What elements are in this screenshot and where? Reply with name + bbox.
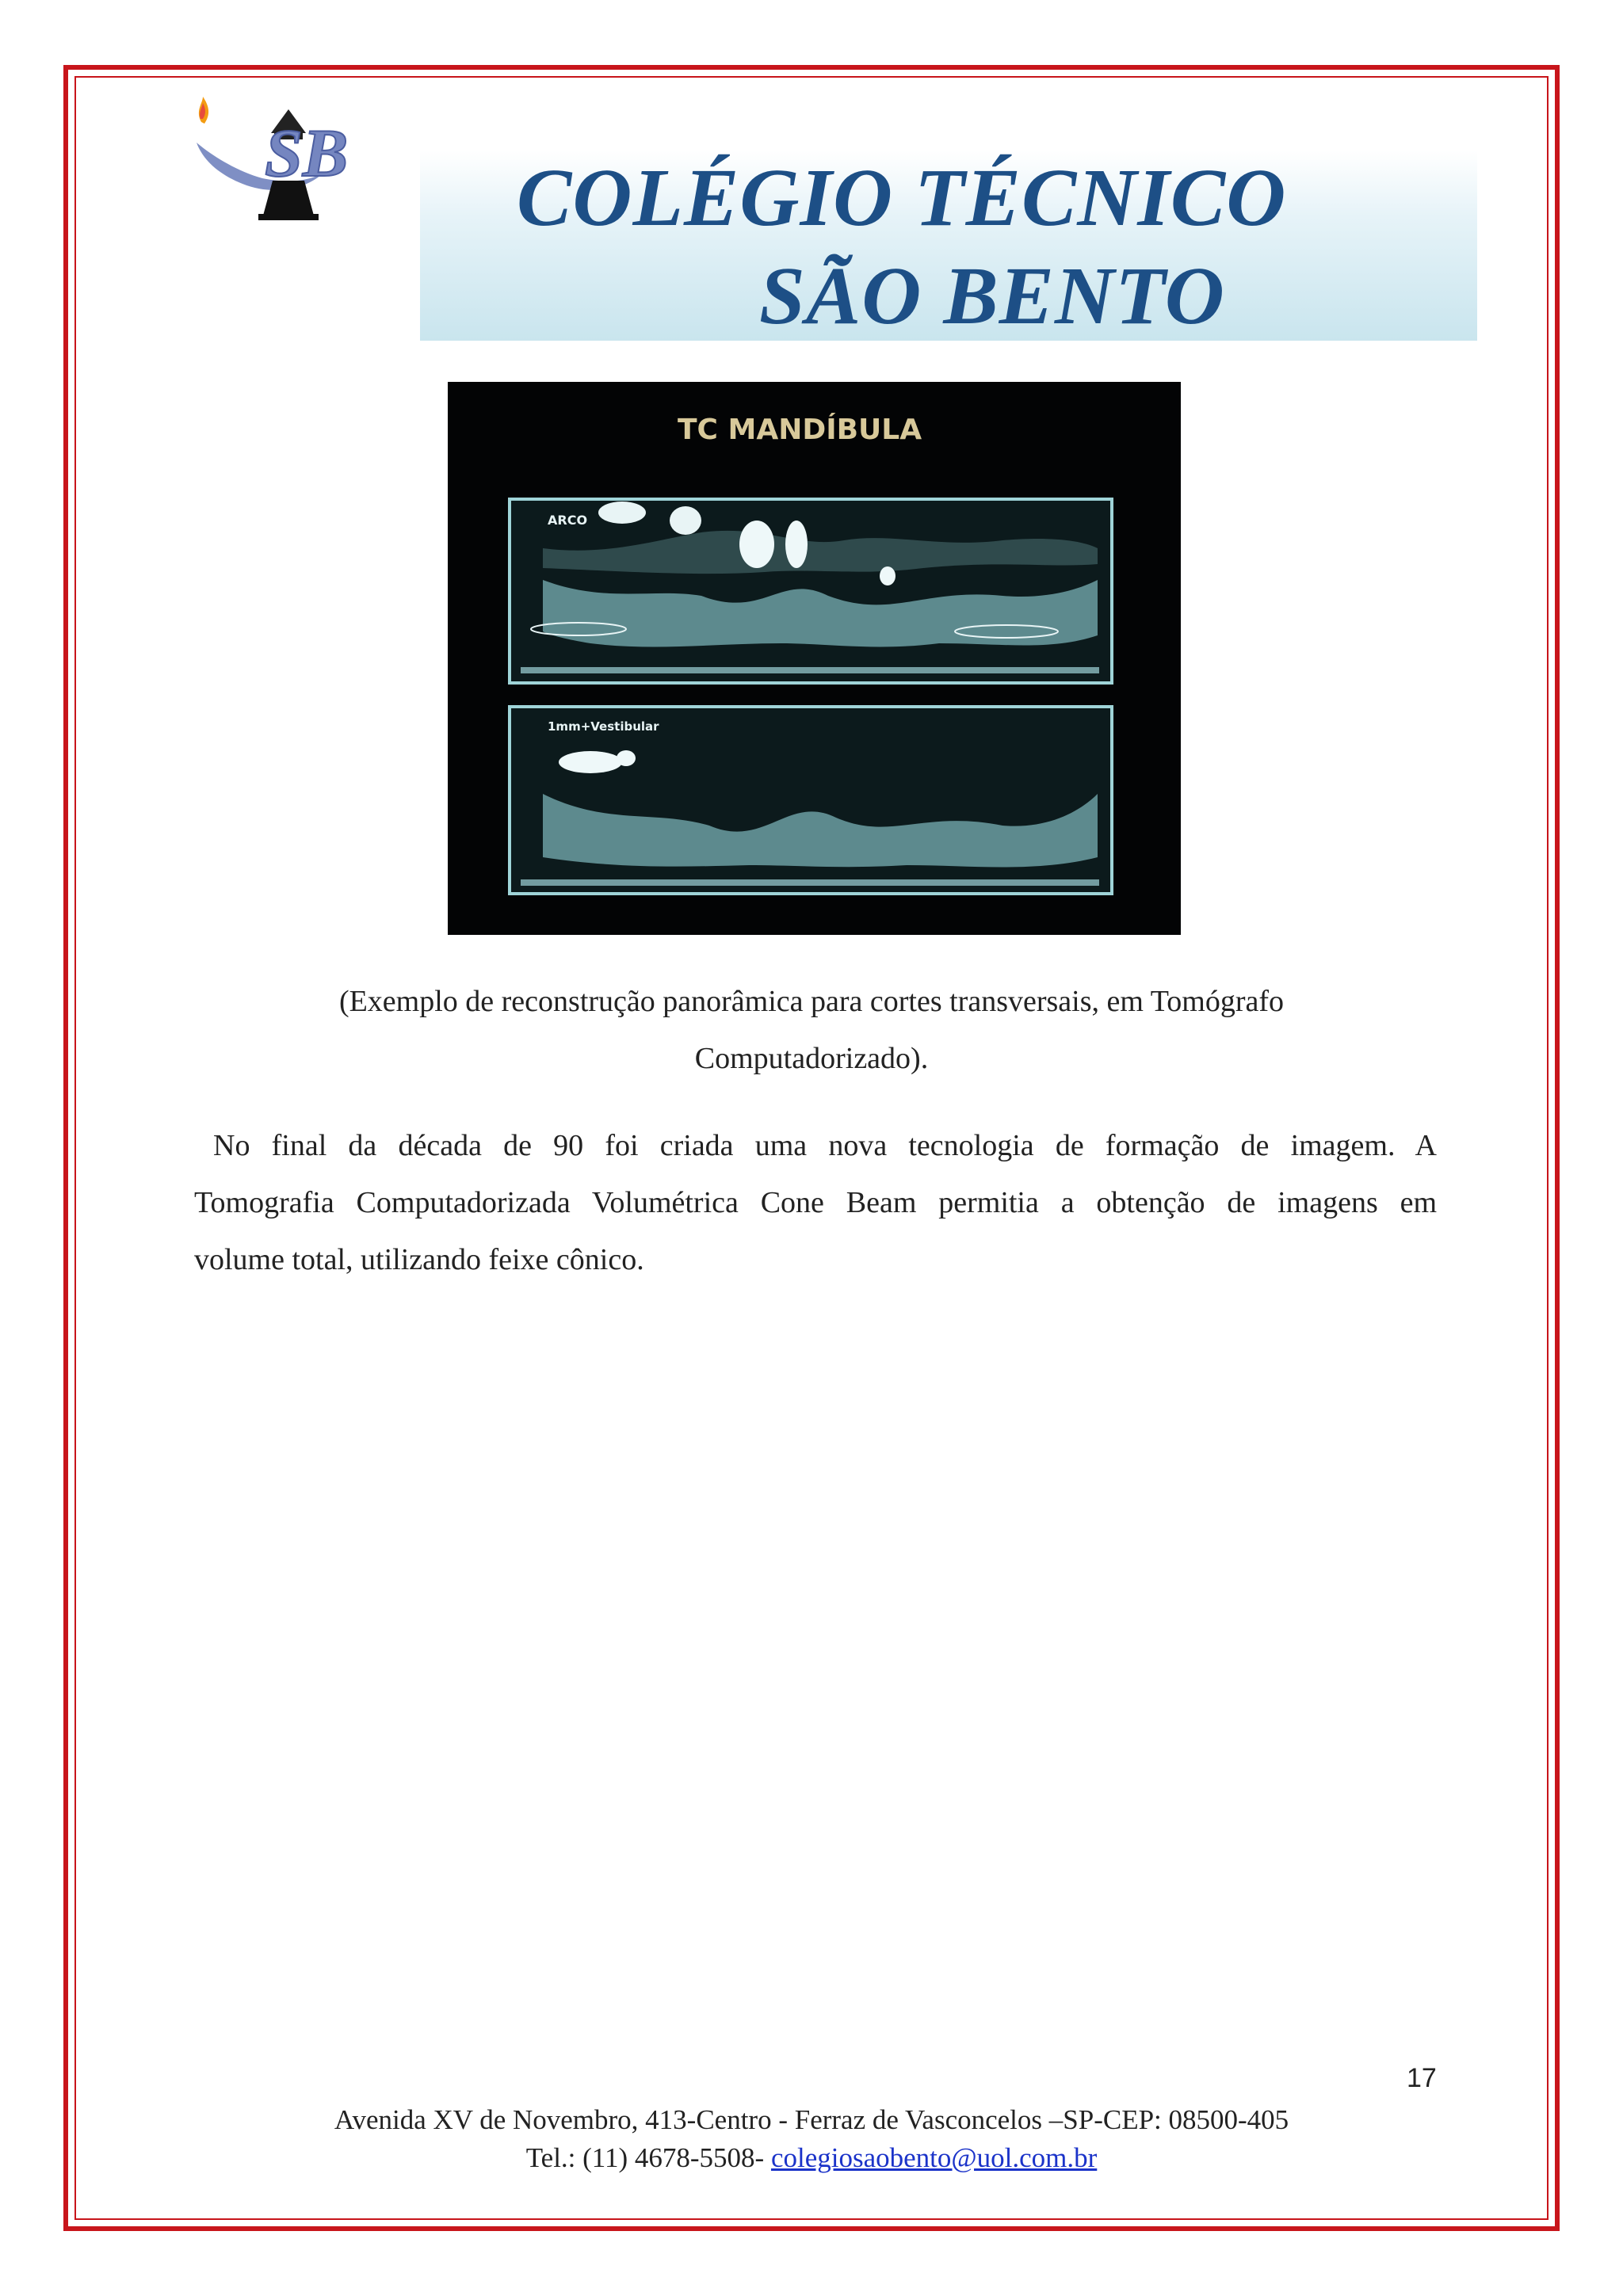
figure-caption — [190, 973, 1433, 1087]
footer-contact — [190, 2139, 1433, 2177]
logo-text: SB — [265, 115, 349, 191]
ct-top-panel-label: ARCO — [548, 513, 588, 528]
footer-email-link[interactable]: colegiosaobento@uol.com.br — [770, 2142, 1098, 2173]
body-paragraph — [194, 1117, 1437, 1288]
caption-line2: Computadorizado). — [694, 1042, 929, 1075]
ct-image-title: TC MANDÍBULA — [678, 414, 922, 446]
footer-address: Avenida XV de Novembro, 413-Centro - Ferraz de Vasconcelos –SP-CEP: 08500-405 — [334, 2104, 1289, 2135]
ct-mandible-image — [448, 382, 1181, 935]
caption-line1: (Exemplo de reconstrução panorâmica para cortes transversais, em Tomógrafo — [338, 985, 1285, 1018]
page-number: 17 — [1407, 2063, 1437, 2093]
footer — [190, 2101, 1433, 2177]
school-title-line2: SÃO BENTO — [759, 250, 1225, 341]
ct-bottom-panel-label: 1mm+Vestibular — [548, 719, 659, 734]
paragraph-line1: No final da década de 90 foi criada uma nova tecnologia de formação de imagem. A — [213, 1129, 1437, 1162]
school-title-line1: COLÉGIO TÉCNICO — [517, 152, 1287, 243]
paragraph-line3: volume total, utilizando feixe cônico. — [194, 1243, 644, 1276]
footer-phone: Tel.: (11) 4678-5508- — [525, 2142, 771, 2173]
school-logo — [187, 95, 401, 230]
paragraph-line2: Tomografia Computadorizada Volumétrica Cone Beam permitia a obtenção de imagens em — [194, 1186, 1437, 1219]
header-title-box — [420, 151, 1477, 341]
